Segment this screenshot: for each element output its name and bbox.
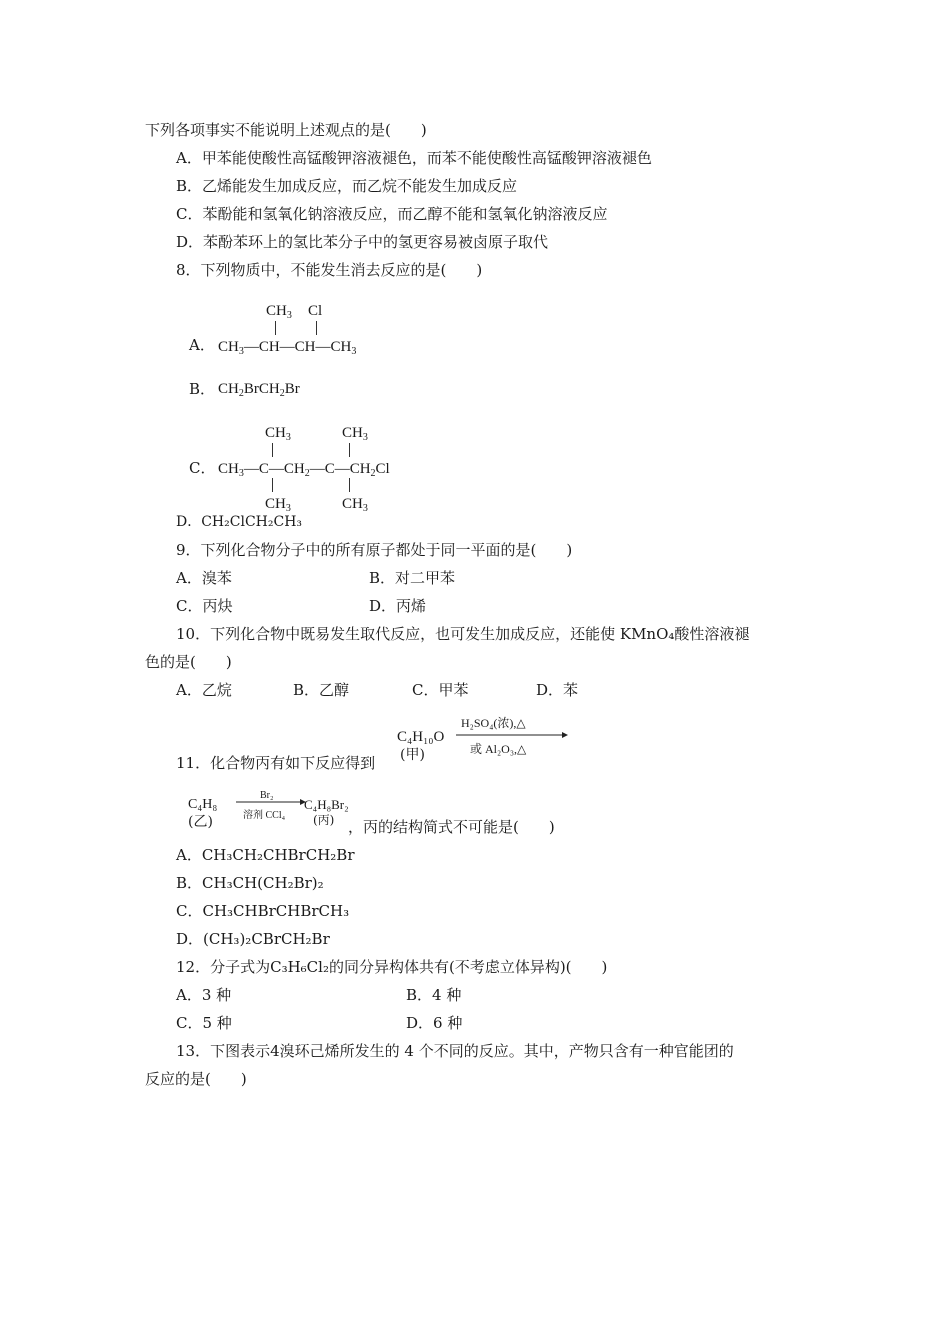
r2-arrow bbox=[236, 798, 306, 806]
q8-c-methyl: $CH_3$ bbox=[342, 496, 368, 514]
q8-a-methyl: $CH_3$ bbox=[266, 303, 292, 321]
q7-option-a: A．甲苯能使酸性高锰酸钾溶液褪色，而苯不能使酸性高锰酸钾溶液褪色 bbox=[176, 149, 652, 167]
r2-reactant-name: (乙) bbox=[188, 814, 213, 830]
q10-option-d: D．苯 bbox=[536, 681, 579, 699]
q12-option-c: C．5 种 bbox=[176, 1014, 232, 1032]
q8-c-bond bbox=[272, 478, 273, 492]
r1-condition-bottom: 或 Al₂O₃,△ bbox=[470, 742, 527, 756]
q8-a-chlorine: Cl bbox=[308, 303, 323, 319]
q12-option-b: B．4 种 bbox=[406, 986, 462, 1004]
q13-stem-line1: 13．下图表示4溴环己烯所发生的 4 个不同的反应。其中，产物只含有一种官能团的 bbox=[176, 1042, 734, 1060]
q8-c-label: C． bbox=[189, 459, 216, 477]
r1-condition-top: H₂SO₄(浓),△ bbox=[461, 716, 526, 730]
q9-option-d: D．丙烯 bbox=[369, 597, 427, 615]
q8-a-label: A． bbox=[189, 336, 215, 354]
q8-c-methyl: $CH_3$ bbox=[342, 425, 368, 443]
q12-stem: 12．分子式为C₃H₆Cl₂的同分异构体共有(不考虑立体异构)( ) bbox=[176, 958, 608, 976]
q9-option-b: B．对二甲苯 bbox=[369, 569, 456, 587]
r1-reactant: C₄H₁₀O bbox=[397, 729, 445, 745]
q8-a-chain: $CH_3—CH—CH—CH_3$ bbox=[218, 339, 357, 357]
q10-stem-line1: 10．下列化合物中既易发生取代反应，也可发生加成反应，还能使 KMnO₄酸性溶液褪 bbox=[176, 625, 750, 643]
q11-option-a: A．CH₃CH₂CHBrCH₂Br bbox=[176, 846, 355, 864]
q11-stem-post: ，丙的结构简式不可能是( ) bbox=[348, 818, 555, 836]
r2-reactant: C₄H₈ bbox=[188, 797, 218, 812]
q8-b-formula: $CH_2BrCH_2Br$ bbox=[218, 381, 300, 399]
q7-option-c: C．苯酚能和氢氧化钠溶液反应，而乙醇不能和氢氧化钠溶液反应 bbox=[176, 205, 608, 223]
q8-c-chain: $CH_3—C—CH_2—C—CH_2Cl$ bbox=[218, 461, 390, 479]
q8-c-bond bbox=[349, 478, 350, 492]
intro-question: 下列各项事实不能说明上述观点的是( ) bbox=[145, 121, 427, 139]
q7-option-b: B．乙烯能发生加成反应，而乙烷不能发生加成反应 bbox=[176, 177, 518, 195]
q8-b-label: B． bbox=[189, 380, 216, 398]
q9-stem: 9．下列化合物分子中的所有原子都处于同一平面的是( ) bbox=[176, 541, 573, 559]
q8-a-bond bbox=[275, 321, 276, 335]
r2-product: C₄H₈Br₂ bbox=[304, 797, 349, 812]
q10-option-b: B．乙醇 bbox=[293, 681, 350, 699]
q11-stem-pre: 11．化合物丙有如下反应得到 bbox=[176, 754, 376, 772]
r1-reactant-name: (甲) bbox=[400, 747, 425, 763]
q8-c-bond bbox=[349, 443, 350, 457]
r2-condition-top: Br₂ bbox=[260, 790, 274, 801]
q8-option-d: D．CH₂ClCH₂CH₃ bbox=[176, 514, 303, 530]
r2-product-name: (丙) bbox=[313, 813, 335, 827]
q9-option-c: C．丙炔 bbox=[176, 597, 233, 615]
q9-option-a: A．溴苯 bbox=[176, 569, 232, 587]
q8-c-bond bbox=[272, 443, 273, 457]
q8-c-methyl: $CH_3$ bbox=[265, 496, 291, 514]
q10-stem-line2: 色的是( ) bbox=[145, 653, 232, 671]
q10-option-c: C．甲苯 bbox=[412, 681, 469, 699]
r2-condition-bottom: 溶剂 CCl₄ bbox=[243, 810, 286, 821]
q8-stem: 8．下列物质中，不能发生消去反应的是( ) bbox=[176, 261, 483, 279]
q11-option-b: B．CH₃CH(CH₂Br)₂ bbox=[176, 874, 324, 892]
q10-option-a: A．乙烷 bbox=[176, 681, 232, 699]
q11-option-d: D．(CH₃)₂CBrCH₂Br bbox=[176, 930, 330, 948]
q11-option-c: C．CH₃CHBrCHBrCH₃ bbox=[176, 902, 350, 920]
q12-option-a: A．3 种 bbox=[176, 986, 232, 1004]
q8-c-methyl: $CH_3$ bbox=[265, 425, 291, 443]
q12-option-d: D．6 种 bbox=[406, 1014, 463, 1032]
q13-stem-line2: 反应的是( ) bbox=[145, 1070, 247, 1088]
q7-option-d: D．苯酚苯环上的氢比苯分子中的氢更容易被卤原子取代 bbox=[176, 233, 549, 251]
q8-a-bond bbox=[316, 321, 317, 335]
